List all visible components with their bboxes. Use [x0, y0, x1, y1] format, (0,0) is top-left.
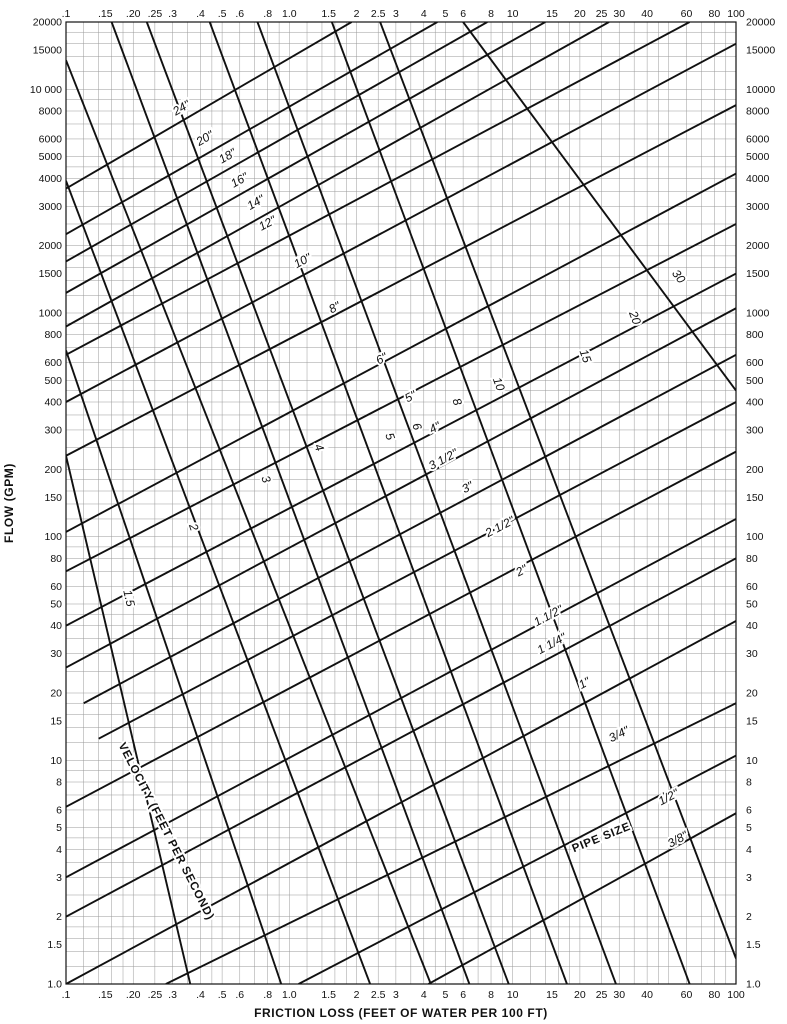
velocity-line-1 [66, 350, 281, 984]
x-top-tick-5: .4 [196, 8, 205, 20]
x-top-tick-15: 5 [442, 8, 449, 20]
x-bottom-tick-23: 40 [641, 989, 653, 1001]
x-axis-bottom-ticks [62, 989, 745, 1001]
x-bottom-tick-0: .1 [61, 989, 71, 1001]
y-left-tick-34: 1.0 [47, 978, 62, 991]
y-right-tick-2: 10000 [746, 83, 776, 96]
x-bottom-tick-7: .6 [235, 989, 245, 1001]
pipe-size-label-5: 12" [256, 212, 279, 234]
x-top-tick-0: .1 [61, 8, 71, 20]
y-left-tick-16: 200 [44, 463, 62, 476]
y-right-tick-16: 200 [746, 463, 764, 476]
y-left-tick-26: 10 [50, 754, 62, 767]
y-left-tick-25: 15 [50, 715, 62, 728]
x-bottom-tick-24: 60 [680, 989, 693, 1001]
y-left-tick-27: 8 [56, 776, 62, 789]
x-top-tick-25: 80 [708, 8, 721, 20]
velocity-label-1: 2 [185, 521, 202, 533]
pipe-size-label-18: 3/4" [606, 723, 632, 746]
pipe-size-label-7: 8" [326, 298, 343, 317]
x-top-tick-20: 20 [574, 8, 586, 20]
x-top-tick-18: 10 [506, 8, 519, 20]
x-top-tick-9: 1.0 [282, 8, 297, 20]
x-axis-top-ticks [62, 8, 745, 20]
velocity-label-3: 4 [311, 441, 327, 454]
y-right-tick-17: 150 [746, 491, 764, 504]
velocity-line-5 [147, 22, 509, 984]
pipe-size-line-18 [166, 703, 736, 984]
y-right-tick-18: 100 [746, 531, 764, 544]
y-right-tick-11: 800 [746, 329, 764, 342]
velocity-label-5: 6 [409, 420, 425, 433]
y-left-tick-2: 10 000 [29, 83, 62, 96]
x-top-tick-21: 25 [595, 8, 608, 20]
x-top-tick-1: .15 [98, 8, 113, 20]
x-top-tick-12: 2.5 [370, 8, 386, 20]
x-bottom-tick-12: 2.5 [370, 989, 386, 1001]
y-left-tick-24: 20 [50, 687, 62, 700]
pipe-size-line-6 [66, 44, 736, 402]
y-left-tick-11: 800 [44, 329, 62, 342]
pipe-size-label-4: 14" [244, 191, 267, 213]
annotation-1: PIPE SIZE [570, 820, 633, 856]
x-bottom-tick-4: .3 [168, 989, 177, 1001]
y-left-tick-32: 2 [56, 911, 62, 924]
y-right-tick-4: 6000 [746, 133, 770, 146]
y-left-tick-9: 1500 [38, 268, 62, 281]
velocity-label-7: 10 [489, 375, 508, 393]
x-top-tick-6: .5 [217, 8, 227, 20]
x-bottom-tick-2: .20 [125, 989, 141, 1001]
x-bottom-tick-16: 6 [460, 989, 467, 1001]
y-right-tick-6: 4000 [746, 172, 770, 185]
y-right-tick-7: 3000 [746, 200, 770, 213]
y-left-tick-0: 20000 [32, 16, 62, 29]
y-left-tick-30: 4 [56, 843, 62, 856]
pipe-size-label-20: 3/8" [665, 828, 691, 851]
x-bottom-tick-21: 25 [595, 989, 608, 1001]
y-right-tick-28: 6 [746, 804, 752, 817]
y-left-tick-20: 60 [50, 580, 62, 593]
pipe-size-line-0 [66, 22, 352, 189]
x-top-tick-11: 2 [353, 8, 360, 20]
y-right-tick-13: 500 [746, 374, 764, 387]
x-top-tick-23: 40 [641, 8, 653, 20]
y-left-tick-4: 6000 [38, 133, 62, 146]
y-right-tick-25: 15 [746, 715, 758, 728]
y-right-tick-26: 10 [746, 754, 758, 767]
y-right-tick-21: 50 [746, 598, 758, 611]
y-left-tick-12: 600 [44, 357, 62, 370]
velocity-label-0: 1.5 [120, 588, 138, 608]
y-left-tick-14: 400 [44, 396, 62, 409]
x-top-tick-19: 15 [546, 8, 558, 20]
y-left-tick-28: 6 [56, 804, 62, 817]
x-bottom-tick-8: .8 [263, 989, 273, 1001]
x-top-tick-26: 100 [727, 8, 745, 20]
x-bottom-tick-18: 10 [506, 989, 519, 1001]
pipe-size-line-4 [66, 22, 609, 327]
y-right-tick-23: 30 [746, 648, 758, 661]
velocity-label-10: 30 [669, 266, 689, 286]
y-left-tick-5: 5000 [38, 151, 62, 164]
x-bottom-tick-15: 5 [442, 989, 449, 1001]
y-right-tick-9: 1500 [746, 268, 770, 281]
pipe-size-label-19: 1/2" [655, 786, 681, 809]
y-right-tick-33: 1.5 [746, 939, 761, 952]
x-bottom-tick-5: .4 [196, 989, 205, 1001]
y-right-tick-0: 20000 [746, 16, 776, 29]
x-bottom-tick-22: 30 [613, 989, 626, 1001]
y-right-tick-31: 3 [746, 871, 752, 884]
y-right-tick-10: 1000 [746, 307, 770, 320]
pipe-size-label-14: 2" [513, 561, 530, 580]
pipe-size-label-6: 10" [291, 250, 314, 272]
y-left-tick-18: 100 [44, 531, 62, 544]
x-top-tick-4: .3 [168, 8, 177, 20]
pipe-size-label-2: 18" [216, 145, 239, 167]
x-bottom-tick-25: 80 [708, 989, 721, 1001]
x-bottom-tick-10: 1.5 [321, 989, 336, 1001]
x-bottom-tick-13: 3 [392, 989, 399, 1001]
y-left-tick-1: 15000 [32, 44, 62, 57]
y-left-tick-15: 300 [44, 424, 62, 437]
pipe-size-label-0: 24" [170, 97, 193, 119]
y-left-tick-13: 500 [44, 374, 62, 387]
pipe-size-line-9 [66, 224, 736, 571]
y-left-tick-19: 80 [50, 552, 62, 565]
y-left-tick-8: 2000 [38, 240, 62, 253]
pipe-size-label-10: 4" [426, 418, 443, 437]
x-top-tick-10: 1.5 [321, 8, 336, 20]
y-left-tick-31: 3 [56, 871, 62, 884]
y-right-tick-32: 2 [746, 911, 752, 924]
y-axis-left-ticks [30, 17, 62, 991]
pipe-size-label-9: 5" [402, 387, 419, 406]
annotation-0: VELOCITY (FEET PER SECOND) [115, 740, 217, 923]
y-right-tick-20: 60 [746, 580, 758, 593]
velocity-label-6: 8 [449, 396, 465, 408]
y-right-tick-15: 300 [746, 424, 764, 437]
pipe-size-line-8 [66, 174, 736, 532]
y-left-tick-7: 3000 [38, 200, 62, 213]
y-right-tick-22: 40 [746, 620, 758, 633]
pipe-size-line-11 [66, 308, 736, 667]
velocity-label-4: 5 [382, 430, 398, 442]
y-left-tick-21: 50 [50, 598, 62, 611]
y-left-tick-29: 5 [56, 822, 62, 835]
x-bottom-tick-11: 2 [353, 989, 360, 1001]
pipe-size-label-13: 2 1/2" [482, 513, 517, 541]
pipe-size-label-15: 1 1/2" [531, 602, 566, 630]
velocity-label-8: 15 [576, 347, 595, 365]
x-top-tick-7: .6 [235, 8, 245, 20]
x-bottom-tick-9: 1.0 [282, 989, 297, 1001]
y-right-tick-1: 15000 [746, 44, 776, 57]
x-top-tick-2: .20 [125, 8, 141, 20]
x-bottom-tick-3: .25 [147, 989, 163, 1001]
x-bottom-tick-26: 100 [727, 989, 745, 1001]
y-left-tick-22: 40 [50, 620, 62, 633]
y-right-tick-30: 4 [746, 843, 752, 856]
velocity-line-8 [332, 22, 690, 984]
pipe-size-label-17: 1" [576, 674, 593, 692]
y-left-tick-6: 4000 [38, 172, 62, 185]
velocity-line-6 [210, 22, 567, 984]
velocity-label-9: 20 [626, 308, 644, 327]
x-bottom-tick-20: 20 [574, 989, 586, 1001]
x-top-tick-17: 8 [488, 8, 494, 20]
x-bottom-tick-19: 15 [546, 989, 558, 1001]
pipe-size-label-1: 20" [193, 127, 216, 149]
y-right-tick-5: 5000 [746, 151, 770, 164]
pipe-size-line-12 [84, 355, 736, 703]
pipe-size-line-5 [66, 22, 690, 355]
y-right-tick-29: 5 [746, 822, 752, 835]
x-top-tick-13: 3 [392, 8, 399, 20]
x-bottom-tick-14: 4 [420, 989, 427, 1001]
y-left-tick-10: 1000 [38, 307, 62, 320]
pipe-size-line-16 [66, 558, 736, 916]
velocity-label-2: 3 [258, 473, 274, 485]
y-right-tick-24: 20 [746, 687, 758, 700]
y-left-tick-33: 1.5 [47, 939, 62, 952]
x-top-tick-14: 4 [420, 8, 427, 20]
x-top-tick-8: .8 [263, 8, 273, 20]
y-left-tick-23: 30 [50, 648, 62, 661]
y-axis-title: FLOW (GPM) [2, 463, 16, 543]
y-left-tick-17: 150 [44, 491, 62, 504]
y-right-tick-3: 8000 [746, 105, 770, 118]
x-bottom-tick-6: .5 [217, 989, 227, 1001]
x-axis-title: FRICTION LOSS (FEET OF WATER PER 100 FT) [254, 1006, 548, 1020]
x-bottom-tick-1: .15 [98, 989, 113, 1001]
x-top-tick-22: 30 [613, 8, 626, 20]
x-top-tick-3: .25 [147, 8, 163, 20]
pipe-size-label-12: 3" [459, 478, 476, 497]
y-right-tick-34: 1.0 [746, 978, 761, 991]
pipe-size-label-8: 6" [373, 349, 390, 368]
y-right-tick-27: 8 [746, 776, 752, 789]
pipe-size-label-11: 3 1/2" [426, 445, 461, 473]
y-right-tick-19: 80 [746, 552, 758, 565]
y-right-tick-8: 2000 [746, 240, 770, 253]
y-axis-right-ticks [746, 17, 775, 991]
pipe-size-label-16: 1 1/4" [534, 630, 569, 658]
y-right-tick-14: 400 [746, 396, 764, 409]
x-bottom-tick-17: 8 [488, 989, 494, 1001]
pipe-size-label-3: 16" [228, 169, 251, 191]
y-left-tick-3: 8000 [38, 105, 62, 118]
x-top-tick-16: 6 [460, 8, 467, 20]
y-right-tick-12: 600 [746, 357, 764, 370]
x-top-tick-24: 60 [680, 8, 693, 20]
